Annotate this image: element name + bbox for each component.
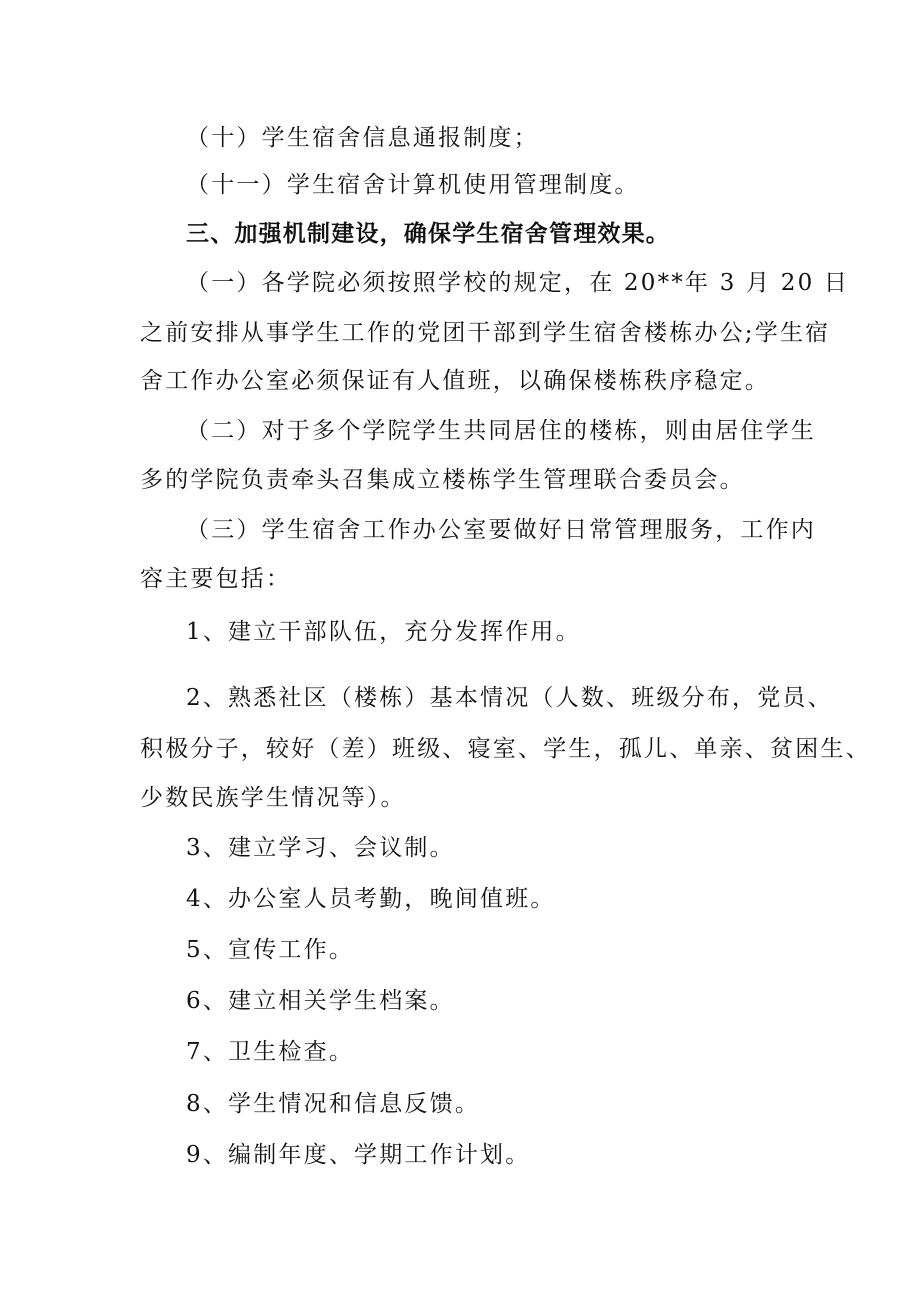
paragraph-3-line-1: （三）学生宿舍工作办公室要做好日常管理服务，工作内 bbox=[186, 517, 816, 543]
paragraph-1-line-3: 舍工作办公室必须保证有人值班，以确保楼栋秩序稳定。 bbox=[140, 368, 770, 394]
list-item-4: 4、办公室人员考勤，晚间值班。 bbox=[186, 886, 556, 912]
list-item-7: 7、卫生检查。 bbox=[186, 1039, 355, 1065]
paragraph-1-line-1: （一）各学院必须按照学校的规定，在 20**年 3 月 20 日 bbox=[186, 270, 850, 296]
paragraph-1-line-2: 之前安排从事学生工作的党团干部到学生宿舍楼栋办公;学生宿 bbox=[140, 320, 831, 346]
list-item-1: 1、建立干部队伍，充分发挥作用。 bbox=[186, 619, 581, 645]
list-item-6: 6、建立相关学生档案。 bbox=[186, 988, 455, 1014]
list-item-5: 5、宣传工作。 bbox=[186, 937, 355, 963]
paragraph-2-line-1: （二）对于多个学院学生共同居住的楼栋，则由居住学生 bbox=[186, 418, 816, 444]
clause-10: （十）学生宿舍信息通报制度； bbox=[186, 125, 539, 151]
paragraph-3-line-2: 容主要包括： bbox=[140, 566, 292, 592]
section-heading-3: 三、加强机制建设，确保学生宿舍管理效果。 bbox=[186, 221, 670, 247]
list-item-3: 3、建立学习、会议制。 bbox=[186, 835, 455, 861]
list-item-2-line-2: 积极分子，较好（差）班级、寝室、学生，孤儿、单亲、贫困生、 bbox=[140, 736, 871, 762]
clause-11: （十一）学生宿舍计算机使用管理制度。 bbox=[186, 172, 640, 198]
list-item-8: 8、学生情况和信息反馈。 bbox=[186, 1091, 481, 1117]
paragraph-2-line-2: 多的学院负责牵头召集成立楼栋学生管理联合委员会。 bbox=[140, 467, 745, 493]
list-item-9: 9、编制年度、学期工作计划。 bbox=[186, 1142, 531, 1168]
list-item-2-line-3: 少数民族学生情况等）。 bbox=[140, 785, 406, 811]
list-item-2-line-1: 2、熟悉社区（楼栋）基本情况（人数、班级分布，党员、 bbox=[186, 685, 833, 711]
